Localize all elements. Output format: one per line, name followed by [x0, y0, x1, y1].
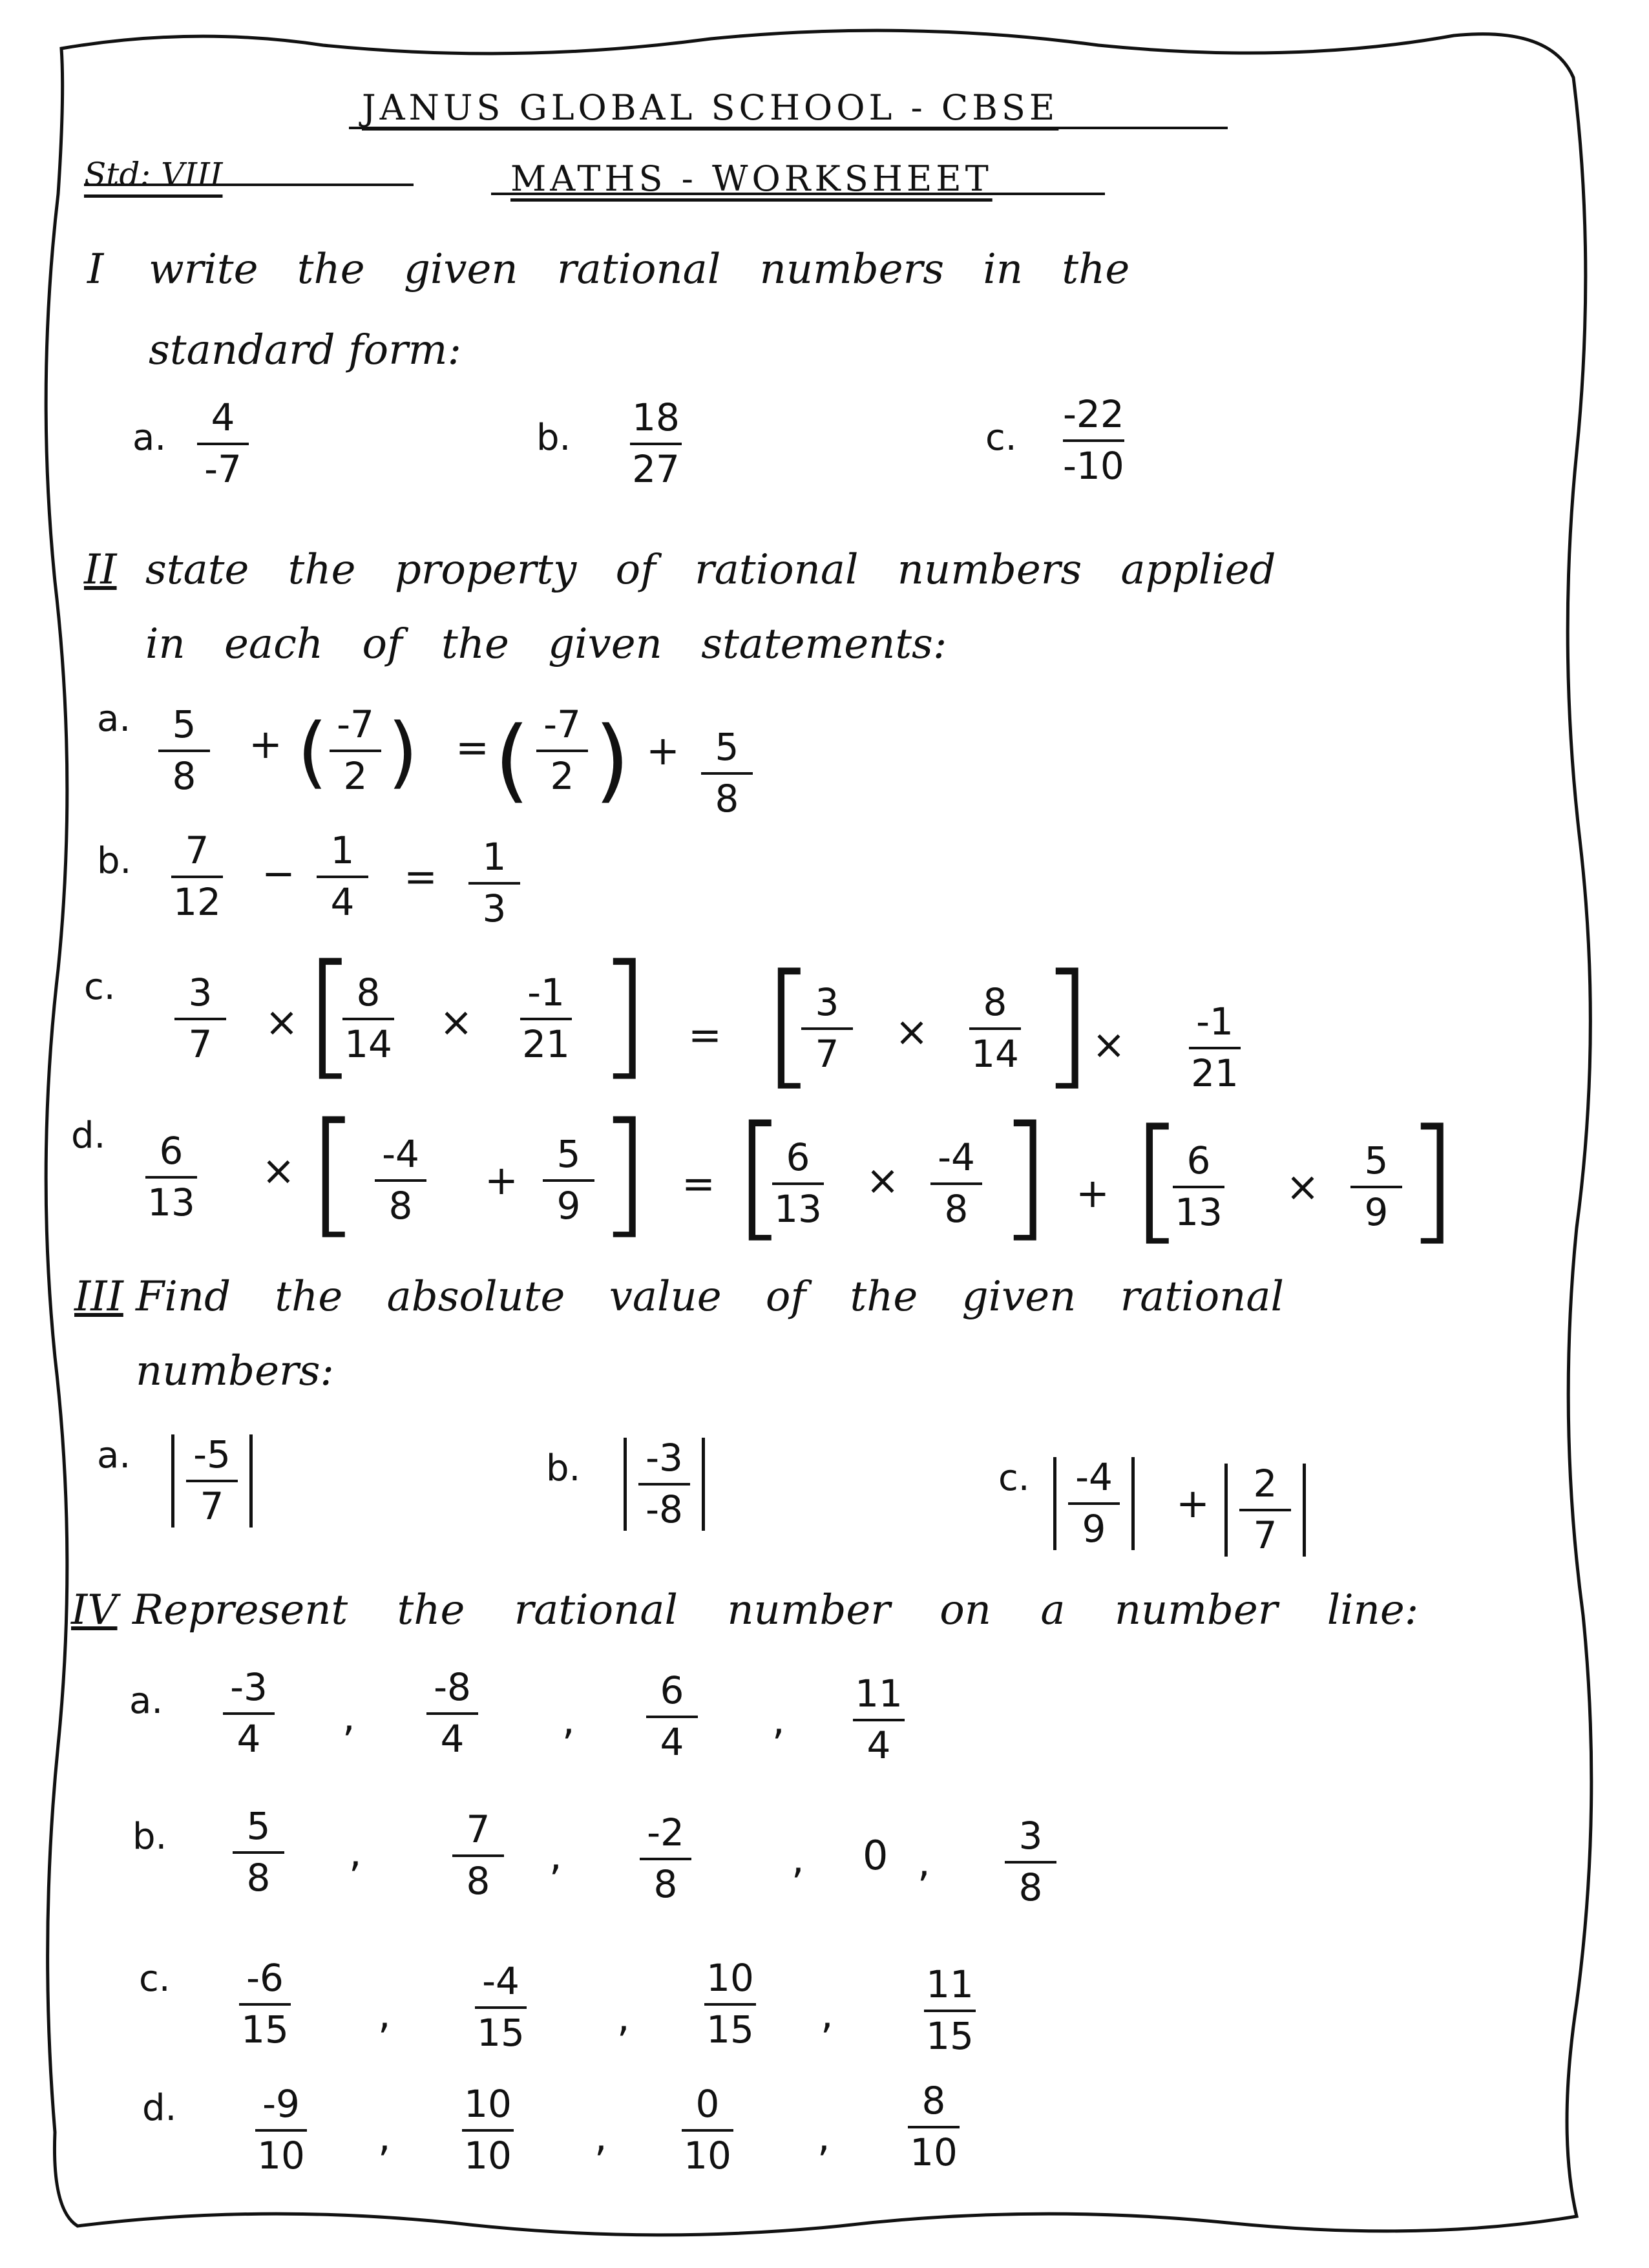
q2d-times2: ×: [866, 1157, 899, 1204]
q4a-frac3: 6 4: [646, 1670, 698, 1763]
q2d-rbracket3: ]: [1405, 1100, 1458, 1258]
q2d-times1: ×: [262, 1147, 295, 1194]
q4a-frac2: -8 4: [426, 1667, 478, 1760]
q2c-frac4: 3 7: [801, 982, 853, 1075]
q4b-frac5: 3 8: [1005, 1816, 1056, 1909]
q4d-frac2: 10 10: [462, 2084, 514, 2177]
q2c-lbracket2: [: [762, 945, 815, 1103]
q2b-minus: −: [262, 850, 295, 897]
q4d-frac3: 0 10: [682, 2084, 733, 2177]
q1c-fraction: -22 -10: [1063, 392, 1124, 488]
q4a-comma3: ,: [772, 1696, 785, 1743]
q2d-lbracket3: [: [1131, 1100, 1184, 1258]
q2-number: II: [84, 546, 117, 594]
q2d-frac5: -4 8: [930, 1137, 982, 1230]
q2a-label: a.: [97, 698, 131, 740]
q4a-frac4: 11 4: [853, 1674, 905, 1767]
q2c-frac2: 8 14: [342, 972, 394, 1066]
q4b-label: b.: [132, 1816, 167, 1858]
q3-text-line1: Find the absolute value of the given rational: [136, 1273, 1284, 1321]
q2d-rbracket2: ]: [998, 1097, 1051, 1255]
q4c-frac4: 11 15: [924, 1964, 976, 2057]
q2d-plus1: +: [485, 1157, 518, 1204]
q1a-label: a.: [132, 417, 167, 459]
q4b-frac2: 7 8: [452, 1809, 504, 1902]
q1a-fraction: 4 -7: [197, 397, 249, 490]
q1b-label: b.: [536, 417, 571, 459]
q2b-frac1: 7 12: [171, 830, 223, 923]
q3c-label: c.: [998, 1457, 1030, 1499]
q2d-frac6: 6 13: [1173, 1140, 1224, 1234]
q4a-frac1: -3 4: [223, 1667, 275, 1760]
q2c-times3: ×: [895, 1008, 929, 1055]
q3b-label: b.: [546, 1447, 581, 1489]
q4c-comma3: ,: [821, 1990, 834, 2037]
q2a-plus2: +: [646, 727, 680, 774]
q2a-rparen2: ): [594, 708, 630, 813]
q4a-comma2: ,: [562, 1696, 575, 1743]
worksheet-title: MATHS - WORKSHEET: [510, 158, 993, 199]
std-underline: [84, 184, 414, 186]
q4b-comma3: ,: [792, 1835, 804, 1882]
q2d-rbracket1: ]: [598, 1093, 651, 1252]
q2c-frac1: 3 7: [174, 972, 226, 1066]
q2a-equals: =: [456, 724, 489, 771]
q2a-frac3: -7 2: [536, 704, 588, 797]
q3b-fraction: $\frac{-3}{-8}$: [638, 1438, 690, 1531]
std-label: Std: VIII: [84, 156, 223, 193]
q4d-frac1: -9 10: [255, 2084, 307, 2177]
q2c-frac5: 8 14: [969, 982, 1021, 1075]
q4b-frac3: -2 8: [640, 1812, 691, 1906]
q2d-frac3: 5 9: [543, 1134, 594, 1227]
q4b-comma2: ,: [549, 1832, 562, 1879]
q2d-label: d.: [71, 1115, 106, 1157]
q2b-equals: =: [404, 853, 437, 900]
q2a-lparen2: (: [494, 708, 530, 813]
q4b-comma4: ,: [918, 1838, 930, 1885]
q2d-times3: ×: [1286, 1163, 1319, 1210]
q3a-fraction: $\frac{-5}{7}$: [186, 1434, 238, 1528]
q3c-abs2: [1224, 1464, 1306, 1557]
q3a-abs: [171, 1434, 253, 1528]
q2d-lbracket1: [: [307, 1093, 360, 1252]
q4b-zero: 0: [863, 1832, 888, 1879]
q2b-frac3: 1 3: [468, 837, 520, 930]
q4a-label: a.: [129, 1680, 163, 1722]
q1c-label: c.: [985, 417, 1017, 459]
q4d-label: d.: [142, 2087, 177, 2129]
q2a-lparen1: (: [297, 708, 328, 797]
q2a-frac4: 5 8: [701, 727, 753, 820]
q2a-rparen1: ): [388, 708, 418, 797]
q4c-frac3: 10 15: [704, 1958, 756, 2051]
q2b-frac2: 1 4: [317, 830, 368, 923]
q1-text-line2: standard form:: [149, 326, 462, 374]
q3c-fraction2: $\frac{2}{7}$: [1239, 1464, 1291, 1557]
q3c-fraction1: $\frac{-4}{9}$: [1068, 1457, 1120, 1550]
q2c-times2: ×: [439, 998, 473, 1045]
q2c-equals: =: [688, 1011, 722, 1058]
q2-text-line1: state the property of rational numbers applied: [145, 546, 1276, 594]
q2a-frac1: 5 8: [158, 704, 210, 797]
q2c-times4: ×: [1092, 1021, 1126, 1068]
q2c-frac3: -1 21: [520, 972, 572, 1066]
q2d-frac7: 5 9: [1350, 1140, 1402, 1234]
q3b-abs: [624, 1438, 705, 1531]
q4c-frac1: -6 15: [239, 1958, 291, 2051]
school-underline: [349, 127, 1228, 129]
q2a-frac2: -7 2: [330, 704, 381, 797]
q4d-comma1: ,: [378, 2113, 391, 2160]
q1-number: I: [87, 246, 104, 293]
q4c-comma2: ,: [617, 1993, 630, 2041]
q4-number: IV: [71, 1586, 118, 1634]
q2c-rbracket1: ]: [598, 935, 651, 1093]
q1-text-line1: write the given rational numbers in the: [149, 246, 1130, 293]
school-title: JANUS GLOBAL SCHOOL - CBSE: [362, 87, 1059, 128]
q3-number: III: [74, 1273, 123, 1321]
q2d-frac2: -4 8: [375, 1134, 426, 1227]
q3c-abs1: [1053, 1457, 1135, 1550]
q3-text-line2: numbers:: [136, 1347, 334, 1395]
q4c-label: c.: [139, 1958, 171, 2000]
q2c-rbracket2: ]: [1040, 945, 1093, 1103]
q4b-comma1: ,: [349, 1829, 362, 1876]
q2c-lbracket1: [: [304, 935, 357, 1093]
q1b-fraction: 18 27: [630, 397, 682, 490]
q2d-plus2: +: [1076, 1170, 1109, 1217]
q3c-plus: +: [1176, 1480, 1210, 1527]
q2c-times1: ×: [265, 998, 299, 1045]
q2-text-line2: in each of the given statements:: [145, 620, 947, 668]
q4b-frac1: 5 8: [233, 1806, 284, 1899]
q2d-frac4: 6 13: [772, 1137, 824, 1230]
q4-text: Represent the rational number on a number line:: [132, 1586, 1419, 1634]
q2d-lbracket2: [: [733, 1097, 786, 1255]
subject-underline: [491, 193, 1105, 195]
q2c-label: c.: [84, 966, 116, 1008]
q3a-label: a.: [97, 1434, 131, 1476]
q4d-comma2: ,: [594, 2113, 607, 2160]
q4c-comma1: ,: [378, 1990, 391, 2037]
q2b-label: b.: [97, 840, 132, 882]
q4a-comma1: ,: [342, 1693, 355, 1740]
q2c-frac6: -1 21: [1189, 1002, 1241, 1095]
q4d-frac4: 8 10: [908, 2081, 960, 2174]
q2a-plus: +: [249, 720, 282, 768]
q2d-frac1: 6 13: [145, 1131, 197, 1224]
q4d-comma3: ,: [817, 2113, 830, 2160]
q4c-frac2: -4 15: [475, 1961, 527, 2054]
q2d-equals: =: [682, 1160, 715, 1207]
